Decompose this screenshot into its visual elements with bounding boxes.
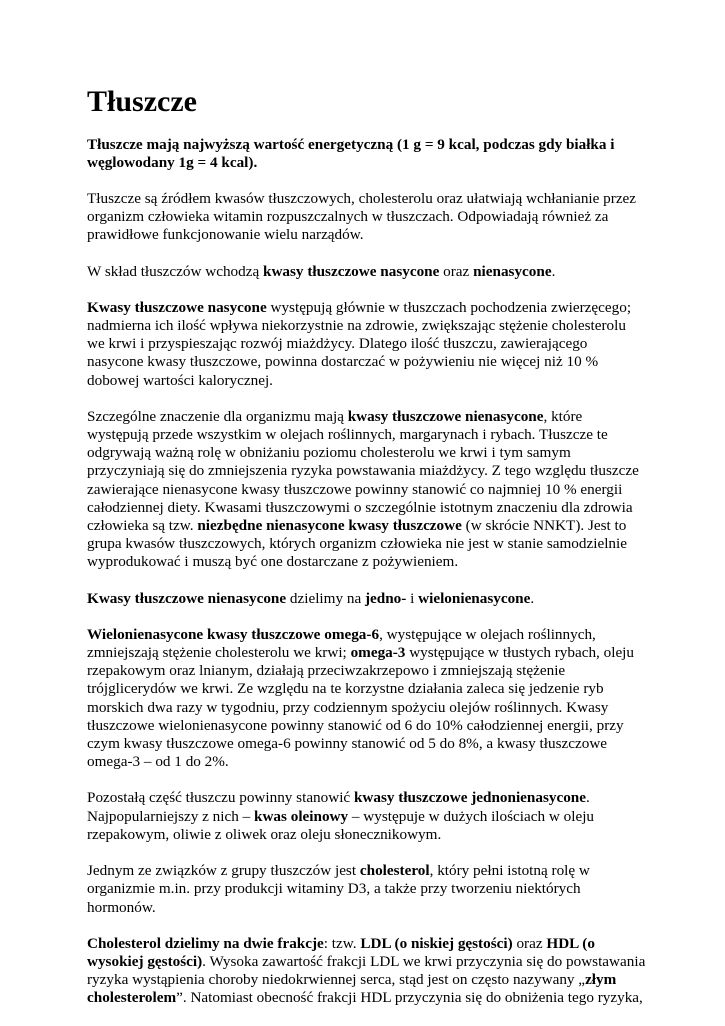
intro-paragraph [87,136,647,190]
text-run: (w skrócie NNKT). Jest to grupa kwasów tłuszczowych, których organizm człowieka nie jest w stanie samodzielnie wyprodukować i muszą być one dostarczane z pożywieniem. [87,517,627,571]
text-run: , które występują przede wszystkim w olejach roślinnych, margarynach i rybach. Tłuszcze te odgrywają ważną rolę w obniżaniu poziomu cholesterolu we krwi i tym samym przyczyniają się do zmniejszenia ryzyka powstawania miażdżycy. Z tego względu tłuszcze zawierające nienasycone kwasy tłuszczowe powinny stanowić co najmniej 10 % energii całodziennej diety. Kwasami tłuszczowymi o szczególnie istotnym znaczeniu dla zdrowia człowieka są tzw. [87,407,639,535]
bold-run: cholesterol [359,862,430,880]
paragraph-monounsaturated [87,789,647,844]
bold-run: Kwasy tłuszczowe nasycone [87,298,267,316]
bold-run: wielonienasycone [418,589,531,607]
text-run: : tzw. [323,934,361,952]
text-run: . Najpopularniejszy z nich – [87,789,590,825]
bold-run: Kwasy tłuszczowe nienasycone [87,589,287,607]
paragraph-fractions [87,935,647,1008]
bold-run: LDL (o niskiej gęstości) [360,934,513,952]
paragraph-saturated [87,299,647,390]
text-run: . Wysoka zawartość frakcji LDL we krwi przyczynia się do powstawania ryzyka wystąpienia choroby niedokrwiennej serca, stąd jest on często nazywany „ [87,952,646,989]
paragraph-composition [87,263,647,281]
text-run: ”. Natomiast obecność frakcji HDL przyczynia się do obniżenia tego ryzyka, [176,989,643,1007]
bold-run: kwasy tłuszczowe jednonienasycone [353,789,586,807]
text-run: . [551,262,556,280]
text-run: – występuje w dużych ilościach w oleju rzepakowym, oliwie z oliwek oraz oleju słonecznikowym. [87,807,595,843]
bold-run: złym cholesterolem [87,971,617,1007]
text-run: dzielimy na [286,589,365,607]
paragraph-polyunsaturated [87,626,647,772]
bold-run: Wielonienasycone kwasy tłuszczowe omega-6 [87,625,380,643]
bold-run: Cholesterol dzielimy na dwie frakcje [87,934,324,952]
bold-run: nienasycone [473,262,552,280]
text-run: oraz [439,262,474,280]
paragraph-unsaturated [87,408,647,572]
paragraph-sources [87,190,647,245]
bold-run: HDL (o wysokiej gęstości) [87,934,595,970]
text-run: oraz [512,934,547,952]
intro-bold: Tłuszcze mają najwyższą wartość energetyczną (1 g = 9 kcal, podczas gdy białka i węglowodany 1g = 4 kcal). [87,136,615,172]
page-title: Tłuszcze [87,85,197,118]
text-run: Pozostałą część tłuszczu powinny stanowić [87,789,354,807]
text-run: Jednym ze związków z grupy tłuszczów jest [87,862,360,880]
paragraph-division [87,590,647,608]
text-run: występują głównie w tłuszczach pochodzenia zwierzęcego; nadmierna ich ilość wpływa niekorzystnie na zdrowie, zwiększając stężenie cholesterolu we krwi i przyspieszając rozwój miażdżycy. Dlatego ilość tłuszczu, zawierającego nasycone kwasy tłuszczowe, powinna dostarczać w pożywieniu nie więcej niż 10 % dobowej wartości kalorycznej. [87,298,632,389]
bold-run: omega-3 [350,644,406,662]
text-run: , występujące w olejach roślinnych, zmniejszają stężenie cholesterolu we krwi; [87,625,596,662]
text-run: Szczególne znaczenie dla organizmu mają [87,407,348,425]
text-run: W skład tłuszczów wchodzą [87,262,264,280]
text-run: , który pełni istotną rolę w organizmie m.in. przy produkcji witaminy D3, a także przy tworzeniu niektórych hormonów. [87,862,590,916]
text-run: Tłuszcze są źródłem kwasów tłuszczowych, cholesterolu oraz ułatwiają wchłanianie przez organizm człowieka witamin rozpuszczalnych w tłuszczach. Odpowiadają również za prawidłowe funkcjonowanie wielu narządów. [87,190,637,244]
bold-run: kwas oleinowy [254,807,349,825]
bold-run: jedno- [364,589,407,607]
paragraph-cholesterol [87,862,647,917]
text-run: . [530,589,535,607]
bold-run: kwasy tłuszczowe nasycone [263,262,440,280]
text-run: występujące w tłustych rybach, oleju rzepakowym oraz lnianym, działają przeciwzakrzepowo i zmniejszają stężenie trójglicerydów we krwi. Ze względu na te korzystne działania zaleca się jedzenie ryb morskich dwa razy w tygodniu, przy codziennym spożyciu olejów roślinnych. Kwasy tłuszczowe wielonienasycone powinny stanowić od 6 do 10% całodziennej energii, przy czym kwasy tłuszczowe omega-6 powinny stanowić od 5 do 8%, a kwasy tłuszczowe omega-3 – od 1 do 2%. [87,644,634,771]
text-run: i [406,589,419,607]
body-text [87,190,647,1026]
bold-run: kwasy tłuszczowe nienasycone [347,407,544,425]
bold-run: niezbędne nienasycone kwasy tłuszczowe [197,517,462,535]
